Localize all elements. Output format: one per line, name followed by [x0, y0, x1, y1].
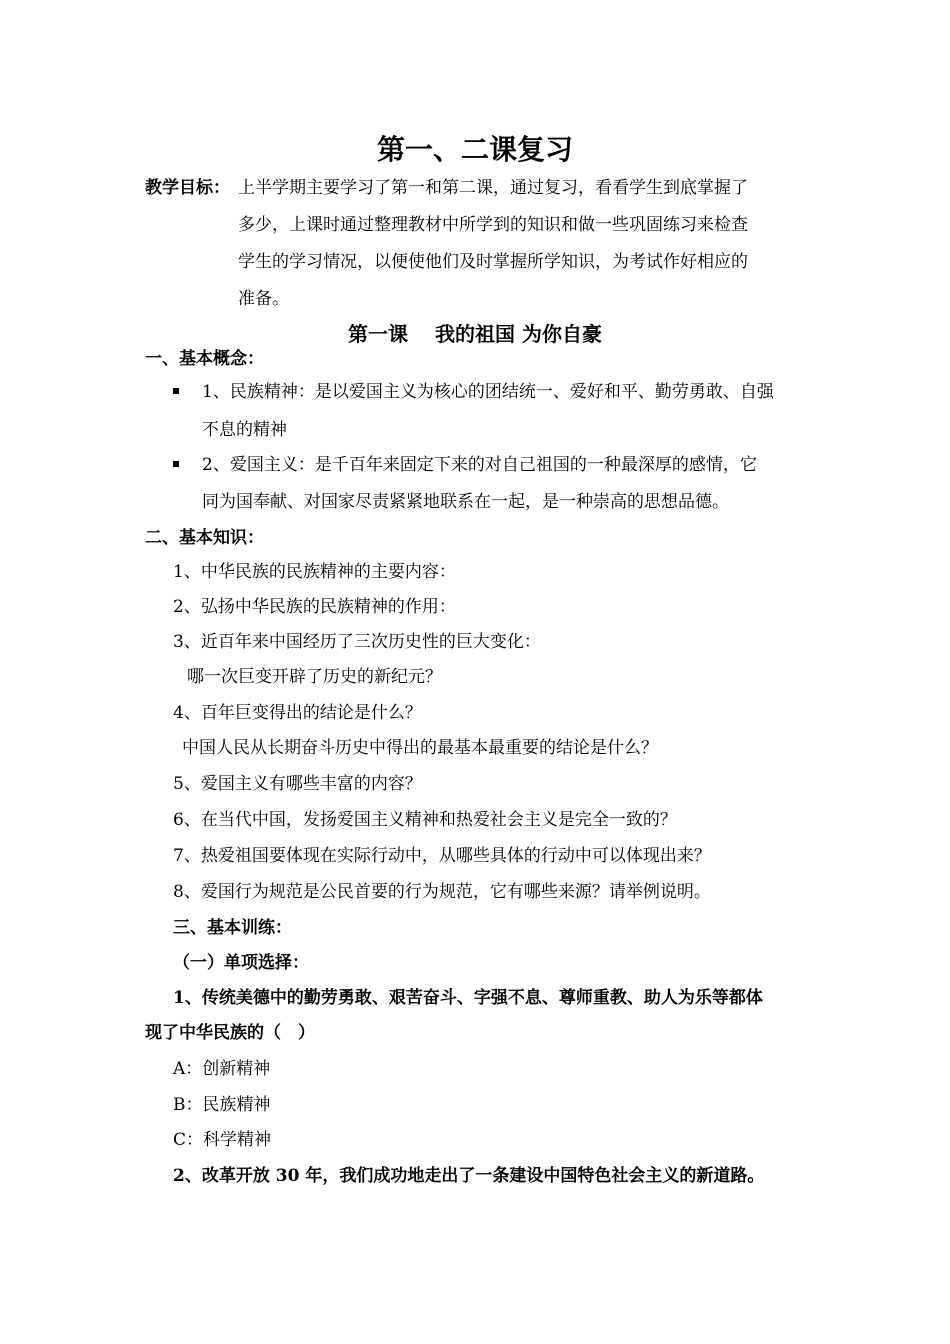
concept-item-continuation: 不息的精神: [202, 420, 287, 440]
knowledge-item: 3、近百年来中国经历了三次历史性的巨大变化：: [173, 632, 541, 652]
lesson-title: 第一课 我的祖国 为你自豪: [348, 322, 602, 346]
page-title: 第一、二课复习: [376, 133, 573, 166]
knowledge-item: 2、弘扬中华民族的民族精神的作用：: [173, 597, 456, 617]
section-heading-training: 三、基本训练：: [173, 918, 292, 938]
concept-item-continuation: 同为国奉献、对国家尽责紧紧地联系在一起，是一种崇高的思想品德。: [202, 492, 729, 512]
knowledge-item: 7、热爱祖国要体现在实际行动中，从哪些具体的行动中可以体现出来？: [173, 846, 711, 866]
objective-line: 上半学期主要学习了第一和第二课，通过复习，看看学生到底掌握了: [238, 178, 748, 198]
knowledge-subitem: 中国人民从长期奋斗历史中得出的最基本最重要的结论是什么？: [182, 738, 658, 758]
bullet-icon: [173, 388, 179, 394]
knowledge-item: 4、百年巨变得出的结论是什么？: [173, 703, 422, 723]
option-c: C：科学精神: [173, 1130, 272, 1150]
objective-line: 多少，上课时通过整理教材中所学到的知识和做一些巩固练习来检查: [238, 215, 748, 235]
section-heading-concepts: 一、基本概念：: [145, 349, 264, 369]
objective-label: 教学目标：: [145, 178, 230, 198]
knowledge-item: 5、爱国主义有哪些丰富的内容？: [173, 774, 422, 794]
question-text: 2、改革开放 30 年，我们成功地走出了一条建设中国特色社会主义的新道路。: [173, 1166, 765, 1186]
option-a: A：创新精神: [173, 1059, 271, 1079]
knowledge-item: 6、在当代中国，发扬爱国主义精神和热爱社会主义是完全一致的？: [173, 810, 677, 830]
section-heading-knowledge: 二、基本知识：: [145, 528, 264, 548]
concept-item: 1、民族精神：是以爱国主义为核心的团结统一、爱好和平、勤劳勇敢、自强: [202, 382, 774, 402]
question-text: 1、传统美德中的勤劳勇敢、艰苦奋斗、字强不息、尊师重教、助人为乐等都体: [173, 988, 763, 1008]
objective-line: 准备。: [238, 289, 289, 309]
bullet-icon: [173, 461, 179, 467]
concept-item: 2、爱国主义：是千百年来固定下来的对自己祖国的一种最深厚的感情，它: [202, 455, 757, 475]
knowledge-item: 8、爱国行为规范是公民首要的行为规范，它有哪些来源？请举例说明。: [173, 882, 711, 902]
knowledge-item: 1、中华民族的民族精神的主要内容：: [173, 562, 456, 582]
question-text-continuation: 现了中华民族的（ ）: [145, 1023, 315, 1043]
knowledge-subitem: 哪一次巨变开辟了历史的新纪元？: [187, 667, 442, 687]
objective-line: 学生的学习情况，以便使他们及时掌握所学知识，为考试作好相应的: [238, 252, 748, 272]
subsection-heading-single-choice: （一）单项选择：: [173, 953, 309, 973]
option-b: B：民族精神: [173, 1095, 271, 1115]
